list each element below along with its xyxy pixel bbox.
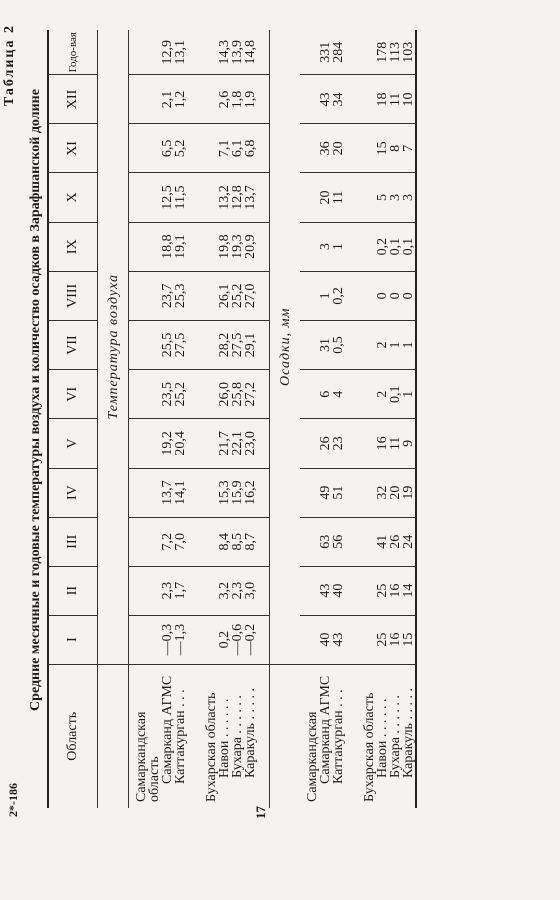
spacer-row [187, 30, 199, 808]
month-value: 34 [332, 75, 345, 124]
month-value: 0,1 [389, 370, 402, 419]
month-value: 41 [376, 517, 389, 566]
month-value: 25,2 [231, 271, 244, 320]
month-value: 36 [319, 124, 332, 173]
empty-cell [345, 419, 357, 468]
climate-table [47, 30, 417, 808]
month-value: 13,2 [218, 173, 231, 222]
empty-cell [345, 517, 357, 566]
empty-cell [345, 370, 357, 419]
empty-cell [129, 566, 162, 615]
empty-cell [270, 664, 301, 808]
month-value: 29,1 [244, 320, 257, 369]
month-value: 26 [389, 517, 402, 566]
annual-value: 12,9 [161, 30, 174, 75]
station-name: Каттакурган . . . [331, 689, 346, 784]
month-value: 8,5 [231, 517, 244, 566]
empty-cell [257, 615, 270, 664]
header-row [48, 30, 98, 808]
empty-cell [345, 30, 357, 75]
month-value: 14 [402, 566, 416, 615]
empty-cell [357, 419, 376, 468]
annual-value: 13,9 [231, 30, 244, 75]
empty-cell [300, 468, 319, 517]
empty-cell [129, 320, 162, 369]
month-value: 19,1 [174, 222, 187, 271]
col-header-month: X [48, 173, 98, 222]
empty-cell [187, 173, 199, 222]
table-label: Таблица 2 [2, 24, 17, 107]
month-value: 7,1 [218, 124, 231, 173]
col-header-month: V [48, 419, 98, 468]
col-header-month: XI [48, 124, 98, 173]
month-value: 11,5 [174, 173, 187, 222]
month-value: —1,3 [174, 615, 187, 664]
empty-cell [257, 320, 270, 369]
empty-cell [300, 124, 319, 173]
empty-cell [345, 173, 357, 222]
month-value: 8,7 [244, 517, 257, 566]
month-value: 49 [319, 468, 332, 517]
month-value: 1 [402, 370, 416, 419]
group-name: Бухарская область [204, 692, 219, 802]
empty-cell [187, 271, 199, 320]
month-value: 25 [376, 566, 389, 615]
empty-cell [300, 173, 319, 222]
empty-cell [357, 517, 376, 566]
month-value: 11 [389, 75, 402, 124]
signature-mark: 2*-186 [6, 783, 20, 817]
month-value: 13,7 [161, 468, 174, 517]
month-value: 0 [402, 271, 416, 320]
month-value: 14,1 [174, 468, 187, 517]
month-value: 26,0 [218, 370, 231, 419]
month-value: —0,6 [231, 615, 244, 664]
month-value: 2 [376, 370, 389, 419]
empty-cell [300, 75, 319, 124]
empty-cell [257, 566, 270, 615]
month-value: 7,2 [161, 517, 174, 566]
month-value: 21,7 [218, 419, 231, 468]
empty-cell [199, 370, 218, 419]
empty-cell [98, 664, 129, 808]
annual-value: 13,1 [174, 30, 187, 75]
station-name: Самарканд АГМС [318, 675, 333, 784]
month-value: 32 [376, 468, 389, 517]
annual-value: 103 [402, 30, 416, 75]
empty-cell [345, 75, 357, 124]
empty-cell [187, 517, 199, 566]
month-value: 10 [402, 75, 416, 124]
month-value: 23 [332, 419, 345, 468]
month-value: 3 [319, 222, 332, 271]
month-value: 0,2 [376, 222, 389, 271]
month-value: 28,2 [218, 320, 231, 369]
group-row [199, 30, 218, 808]
month-value: 25,3 [174, 271, 187, 320]
empty-cell [300, 30, 319, 75]
empty-cell [357, 320, 376, 369]
month-value: 16 [389, 615, 402, 664]
spacer-row [345, 30, 357, 808]
empty-cell [357, 30, 376, 75]
empty-cell [357, 468, 376, 517]
empty-cell [187, 566, 199, 615]
empty-cell [345, 124, 357, 173]
empty-cell [199, 30, 218, 75]
month-value: 27,5 [174, 320, 187, 369]
section-row [98, 30, 129, 808]
month-value: 1,7 [174, 566, 187, 615]
month-value: 27,0 [244, 271, 257, 320]
month-value: 8,4 [218, 517, 231, 566]
col-header-month: II [48, 566, 98, 615]
empty-cell [300, 517, 319, 566]
empty-cell [199, 75, 218, 124]
empty-cell [300, 271, 319, 320]
station-name: Навои . . . . . . [217, 698, 232, 778]
month-value: 25 [376, 615, 389, 664]
empty-cell [129, 370, 162, 419]
group-row [357, 30, 376, 808]
month-value: 1 [389, 320, 402, 369]
month-value: 6,1 [231, 124, 244, 173]
month-value: 7,0 [174, 517, 187, 566]
section-row [270, 30, 301, 808]
month-value: 2,6 [218, 75, 231, 124]
empty-cell [300, 222, 319, 271]
annual-value: 331 [319, 30, 332, 75]
month-value: 1 [319, 271, 332, 320]
month-value: 25,8 [231, 370, 244, 419]
empty-cell [187, 370, 199, 419]
empty-cell [300, 566, 319, 615]
table-row [244, 30, 257, 808]
col-header-annual: Годо-вая [48, 30, 98, 75]
empty-cell [129, 419, 162, 468]
col-header-month: IX [48, 222, 98, 271]
empty-cell [257, 419, 270, 468]
empty-cell [257, 271, 270, 320]
month-value: 0,1 [389, 222, 402, 271]
station-name: Каракуль . . . . . [243, 688, 258, 778]
month-value: 0,1 [402, 222, 416, 271]
empty-cell [199, 419, 218, 468]
month-value: 19 [402, 468, 416, 517]
col-header-month: IV [48, 468, 98, 517]
month-value: 1,8 [231, 75, 244, 124]
month-value: 25,2 [174, 370, 187, 419]
month-value: 22,1 [231, 419, 244, 468]
month-value: 0 [389, 271, 402, 320]
col-header-region: Область [48, 664, 98, 808]
month-value: 6,5 [161, 124, 174, 173]
group-name: Самаркандская область [129, 664, 162, 808]
month-value: 16,2 [244, 468, 257, 517]
empty-cell [345, 271, 357, 320]
empty-cell [199, 173, 218, 222]
month-value: 1,2 [174, 75, 187, 124]
empty-cell [129, 173, 162, 222]
month-value: 13,7 [244, 173, 257, 222]
month-value: 16 [376, 419, 389, 468]
month-value: —0,2 [244, 615, 257, 664]
month-value: 40 [332, 566, 345, 615]
month-value: 20 [389, 468, 402, 517]
month-value: 1 [402, 320, 416, 369]
empty-cell [345, 566, 357, 615]
month-value: —0,3 [161, 615, 174, 664]
month-value: 3 [402, 173, 416, 222]
month-value: 3,2 [218, 566, 231, 615]
empty-cell [199, 517, 218, 566]
empty-cell [199, 468, 218, 517]
empty-cell [199, 320, 218, 369]
empty-cell [199, 271, 218, 320]
month-value: 0,2 [332, 271, 345, 320]
month-value: 20,9 [244, 222, 257, 271]
month-value: 23,0 [244, 419, 257, 468]
empty-cell [199, 566, 218, 615]
empty-cell [345, 615, 357, 664]
month-value: 19,2 [161, 419, 174, 468]
empty-cell [345, 664, 357, 808]
annual-value: 14,8 [244, 30, 257, 75]
station-name: Самарканд АГМС [160, 675, 175, 784]
empty-cell [257, 370, 270, 419]
month-value: 23,7 [161, 271, 174, 320]
month-value: 0 [376, 271, 389, 320]
empty-cell [129, 124, 162, 173]
month-value: 15,9 [231, 468, 244, 517]
empty-cell [129, 271, 162, 320]
empty-cell [257, 664, 270, 808]
table-row [402, 30, 416, 808]
month-value: 27,5 [231, 320, 244, 369]
annual-value: 14,3 [218, 30, 231, 75]
month-value: 11 [389, 419, 402, 468]
month-value: 25,5 [161, 320, 174, 369]
empty-cell [257, 517, 270, 566]
empty-cell [187, 320, 199, 369]
col-header-month: VI [48, 370, 98, 419]
month-value: 6 [319, 370, 332, 419]
month-value: 20,4 [174, 419, 187, 468]
month-value: 43 [332, 615, 345, 664]
month-value: 19,3 [231, 222, 244, 271]
empty-cell [300, 320, 319, 369]
empty-cell [357, 75, 376, 124]
empty-cell [199, 222, 218, 271]
spacer-row [257, 30, 270, 808]
group-name: Бухарская область [362, 692, 377, 802]
empty-cell [187, 419, 199, 468]
month-value: 31 [319, 320, 332, 369]
month-value: 40 [319, 615, 332, 664]
month-value: 6,8 [244, 124, 257, 173]
month-value: 19,8 [218, 222, 231, 271]
month-value: 3,0 [244, 566, 257, 615]
empty-cell [257, 468, 270, 517]
empty-cell [257, 75, 270, 124]
month-value: 15 [402, 615, 416, 664]
annual-value: 284 [332, 30, 345, 75]
month-value: 5 [376, 173, 389, 222]
month-value: 2 [376, 320, 389, 369]
month-value: 15 [376, 124, 389, 173]
empty-cell [129, 615, 162, 664]
group-row [129, 30, 162, 808]
empty-cell [129, 30, 162, 75]
empty-cell [357, 173, 376, 222]
month-value: 43 [319, 75, 332, 124]
empty-cell [357, 271, 376, 320]
empty-cell [357, 566, 376, 615]
empty-cell [129, 468, 162, 517]
month-value: 20 [319, 173, 332, 222]
month-value: 23,5 [161, 370, 174, 419]
month-value: 8 [389, 124, 402, 173]
col-header-month: VII [48, 320, 98, 369]
empty-cell [345, 222, 357, 271]
month-value: 26 [319, 419, 332, 468]
col-header-month: XII [48, 75, 98, 124]
empty-cell [129, 75, 162, 124]
empty-cell [257, 173, 270, 222]
annual-value: 113 [389, 30, 402, 75]
empty-cell [187, 124, 199, 173]
col-header-month: III [48, 517, 98, 566]
month-value: 24 [402, 517, 416, 566]
month-value: 9 [402, 419, 416, 468]
empty-cell [257, 30, 270, 75]
table-row [332, 30, 345, 808]
section-title: Осадки, мм [270, 30, 301, 664]
month-value: 7 [402, 124, 416, 173]
empty-cell [357, 615, 376, 664]
month-value: 51 [332, 468, 345, 517]
station-name: Каттакурган . . . [173, 689, 188, 784]
empty-cell [257, 222, 270, 271]
empty-cell [257, 124, 270, 173]
month-value: 3 [389, 173, 402, 222]
annual-value: 178 [376, 30, 389, 75]
month-value: 20 [332, 124, 345, 173]
empty-cell [187, 30, 199, 75]
empty-cell [199, 615, 218, 664]
empty-cell [300, 615, 319, 664]
page-number: 17 [253, 806, 268, 819]
month-value: 2,3 [161, 566, 174, 615]
month-value: 11 [332, 173, 345, 222]
month-value: 0,5 [332, 320, 345, 369]
month-value: 43 [319, 566, 332, 615]
station-name: Бухара . . . . . . [388, 695, 403, 778]
empty-cell [199, 124, 218, 173]
empty-cell [345, 320, 357, 369]
month-value: 56 [332, 517, 345, 566]
month-value: 1,9 [244, 75, 257, 124]
month-value: 12,5 [161, 173, 174, 222]
empty-cell [187, 615, 199, 664]
table-title: Средние месячные и годовые температуры воздуха и количество осадков в Зарафшанской долине [28, 89, 43, 711]
month-value: 12,8 [231, 173, 244, 222]
empty-cell [187, 75, 199, 124]
empty-cell [187, 468, 199, 517]
station-name: Бухара . . . . . . [230, 695, 245, 778]
empty-cell [187, 664, 199, 808]
section-title: Температура воздуха [98, 30, 129, 664]
col-header-month: VIII [48, 271, 98, 320]
month-value: 2,3 [231, 566, 244, 615]
month-value: 18 [376, 75, 389, 124]
month-value: 0,2 [218, 615, 231, 664]
station-name: Каракуль . . . . . [402, 664, 416, 808]
table-row [174, 30, 187, 808]
empty-cell [357, 124, 376, 173]
month-value: 5,2 [174, 124, 187, 173]
empty-cell [129, 517, 162, 566]
empty-cell [345, 468, 357, 517]
group-name: Самаркандская [305, 711, 320, 802]
month-value: 18,8 [161, 222, 174, 271]
empty-cell [187, 222, 199, 271]
month-value: 4 [332, 370, 345, 419]
empty-cell [357, 222, 376, 271]
month-value: 63 [319, 517, 332, 566]
month-value: 16 [389, 566, 402, 615]
group-row [300, 30, 319, 808]
table-body [98, 30, 417, 808]
empty-cell [129, 222, 162, 271]
station-name: Навои . . . . . . [375, 698, 390, 778]
empty-cell [300, 419, 319, 468]
month-value: 26,1 [218, 271, 231, 320]
month-value: 1 [332, 222, 345, 271]
month-value: 2,1 [161, 75, 174, 124]
empty-cell [300, 370, 319, 419]
empty-cell [357, 370, 376, 419]
month-value: 15,3 [218, 468, 231, 517]
month-value: 27,2 [244, 370, 257, 419]
col-header-month: I [48, 615, 98, 664]
